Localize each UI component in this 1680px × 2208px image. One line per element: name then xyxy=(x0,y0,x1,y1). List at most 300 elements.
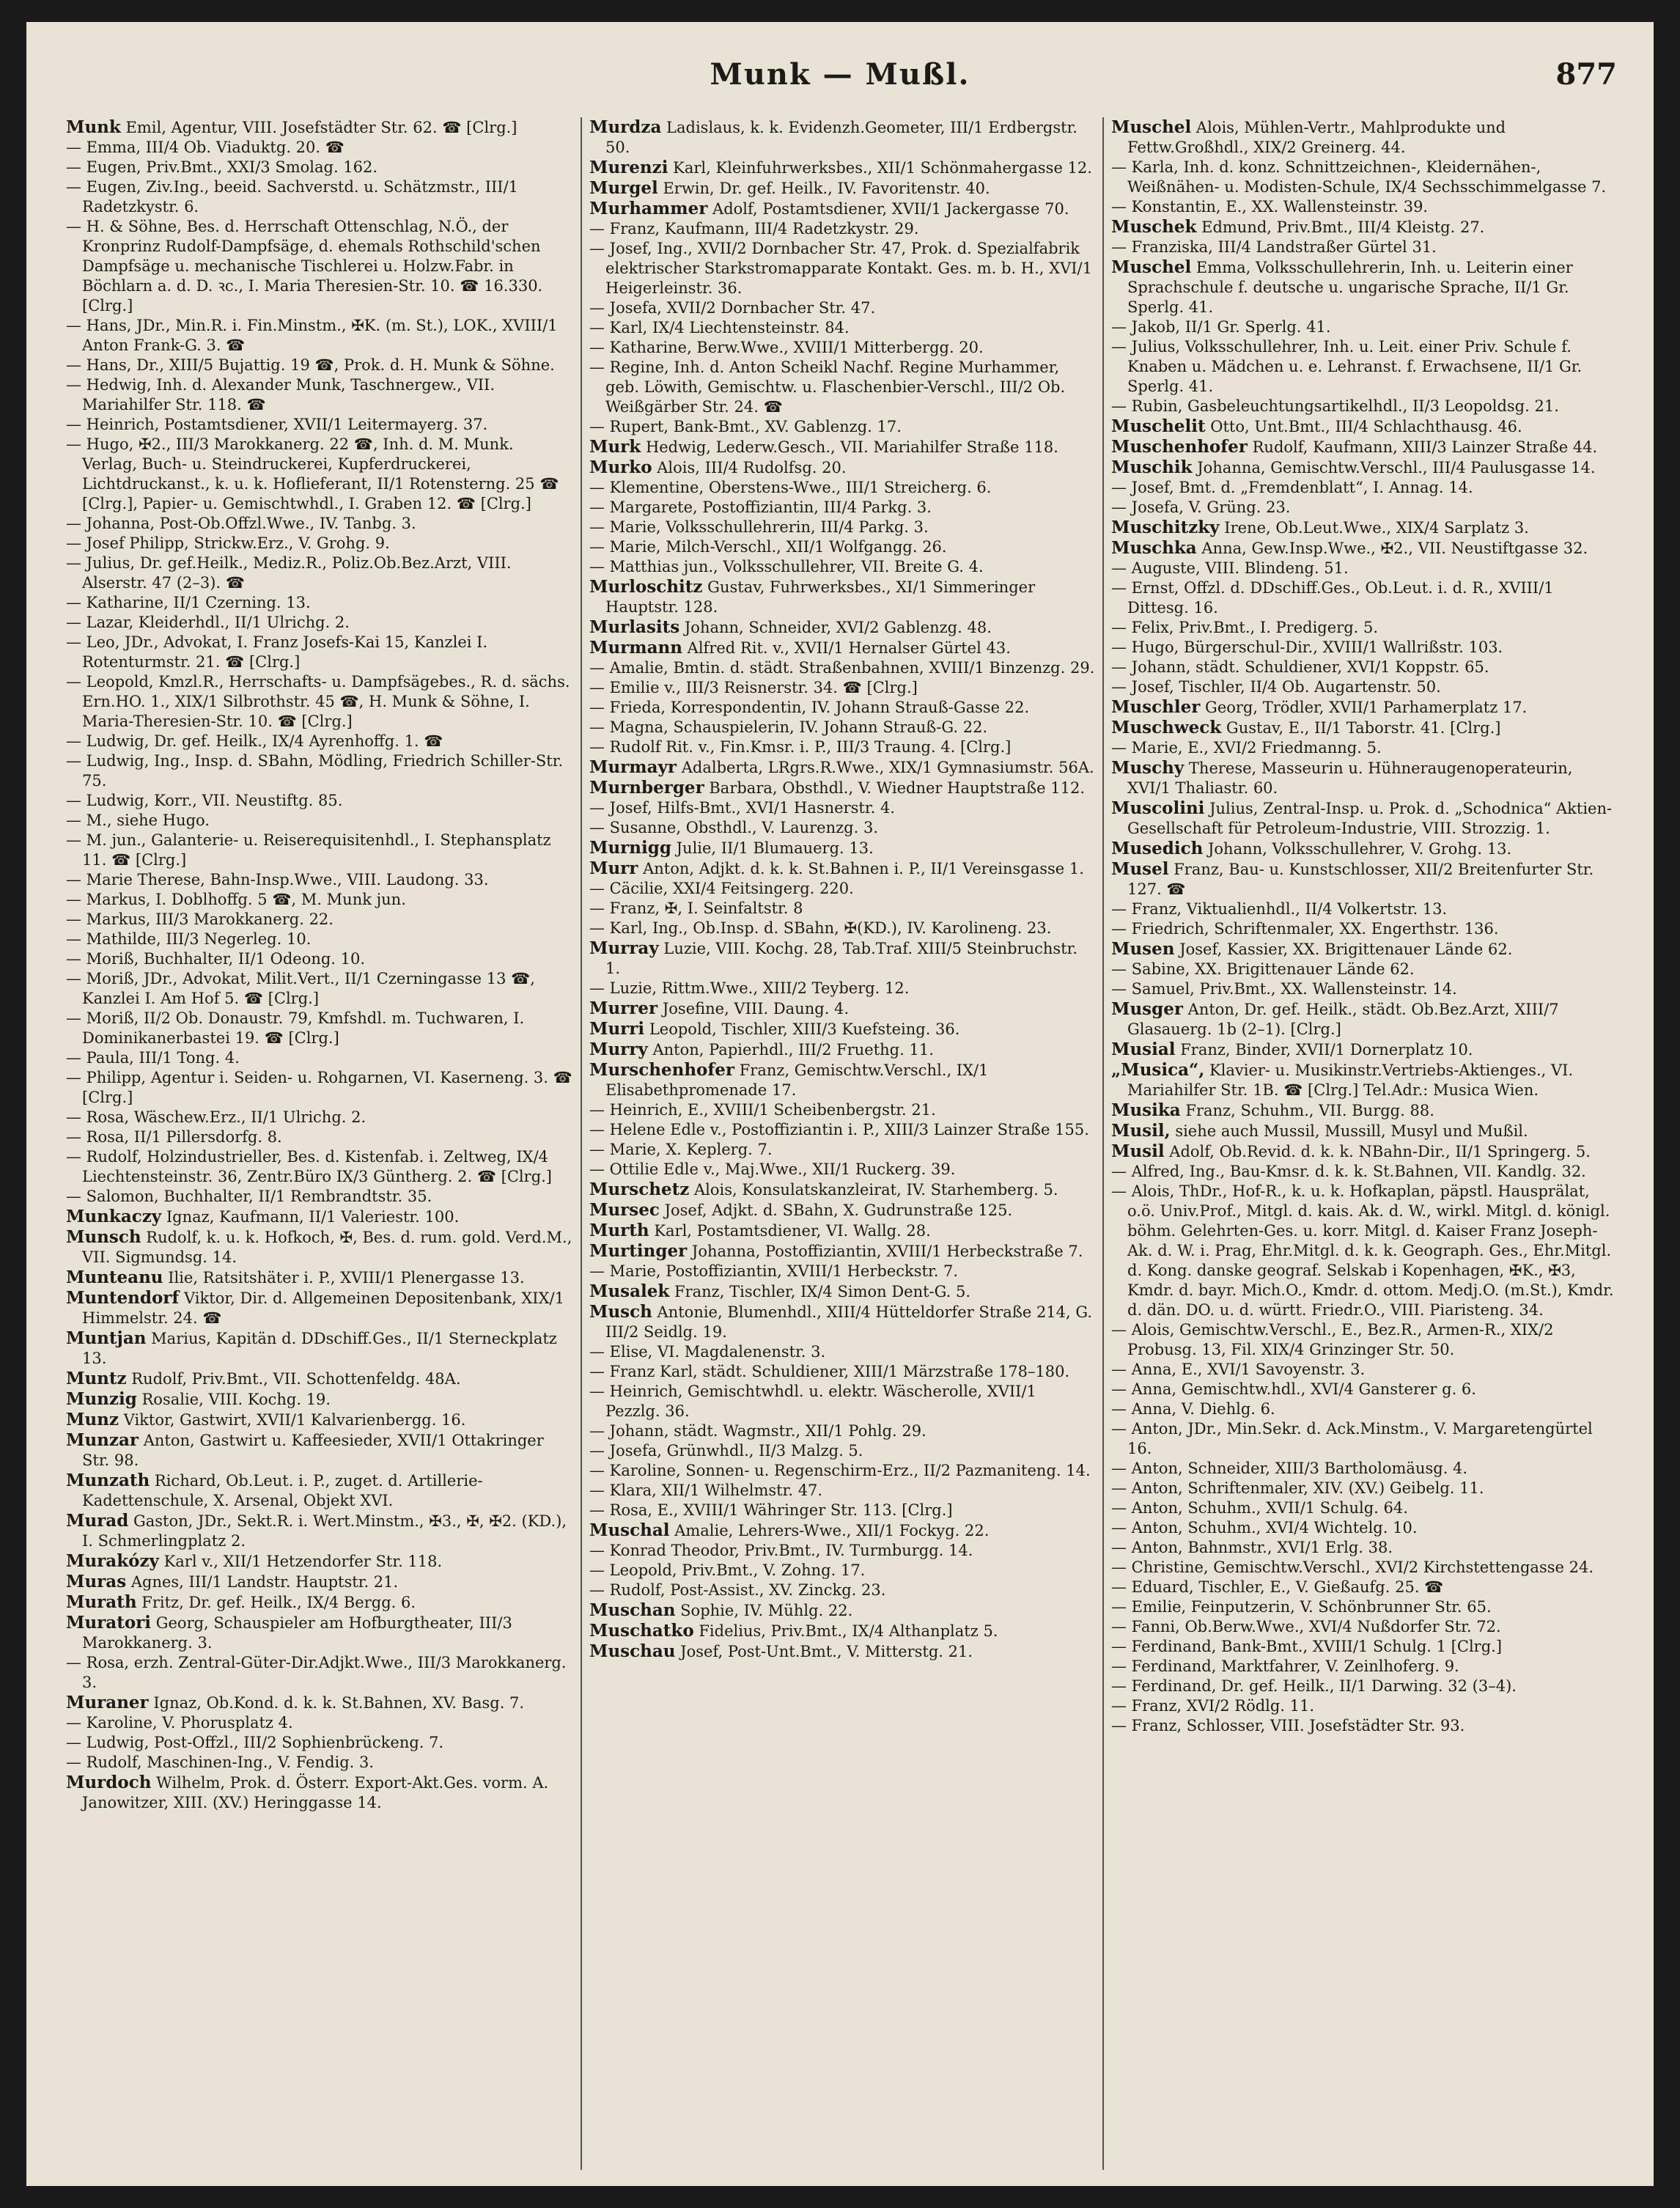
entry-surname: Murdoch xyxy=(66,1773,152,1792)
column-middle xyxy=(581,117,1102,2170)
entry-text: — Julius, Dr. gef.Heilk., Mediz.R., Poliz.Ob.Bez.Arzt, VIII. Alserstr. 47 (2–3). ☎ xyxy=(66,554,512,592)
entry-surname: Muschka xyxy=(1111,538,1197,558)
directory-entry xyxy=(589,498,1095,518)
entry-text: Adolf, Postamtsdiener, XVII/1 Jackergasse 70. xyxy=(712,200,1069,218)
directory-entry xyxy=(589,437,1095,457)
directory-entry xyxy=(66,1410,573,1430)
entry-text: Karl v., XII/1 Hetzendorfer Str. 118. xyxy=(163,1553,443,1570)
entry-surname: Muschek xyxy=(1111,217,1197,237)
entry-surname: Muschel xyxy=(1111,117,1192,137)
directory-entry xyxy=(589,1281,1095,1302)
entry-text: — Franz, Schlosser, VIII. Josefstädter Str. 93. xyxy=(1111,1717,1465,1734)
directory-entry xyxy=(66,514,573,534)
directory-entry xyxy=(1111,859,1617,899)
directory-entry xyxy=(1111,457,1617,478)
directory-entry xyxy=(1111,238,1617,257)
entry-surname: Musch xyxy=(589,1302,652,1322)
entry-surname: Munz xyxy=(66,1410,119,1429)
entry-surname: Murdza xyxy=(589,117,662,137)
entry-text: Leopold, Tischler, XIII/3 Kuefsteing. 36. xyxy=(649,1020,960,1038)
entry-text: — Paula, III/1 Tong. 4. xyxy=(66,1049,240,1067)
entry-text: — Susanne, Obsthdl., V. Laurenzg. 3. xyxy=(589,819,879,836)
entry-surname: „Musica“, xyxy=(1111,1060,1205,1080)
entry-text: Anton, Dr. gef. Heilk., städt. Ob.Bez.Arzt, XIII/7 Glasauerg. 1b (2–1). [Clrg.] xyxy=(1127,1001,1559,1038)
directory-entry xyxy=(589,358,1095,417)
entry-text: — Eugen, Ziv.Ing., beeid. Sachverstd. u. Schätzmstr., III/1 Radetzkystr. 6. xyxy=(66,178,519,216)
entry-surname: Murnigg xyxy=(589,838,671,858)
directory-entry xyxy=(1111,638,1617,658)
entry-text: siehe auch Mussil, Mussill, Musyl und Mußil. xyxy=(1175,1122,1528,1140)
entry-surname: Murakózy xyxy=(66,1551,159,1571)
entry-surname: Murth xyxy=(589,1221,649,1240)
entry-surname: Murray xyxy=(589,938,659,958)
directory-entry xyxy=(589,239,1095,298)
entry-text: — Rudolf, Post-Assist., XV. Zinckg. 23. xyxy=(589,1581,886,1599)
directory-entry xyxy=(66,751,573,791)
entry-surname: Muschitzky xyxy=(1111,518,1220,537)
entry-surname: Murschetz xyxy=(589,1180,690,1199)
directory-entry xyxy=(1111,1479,1617,1498)
entry-text: Hedwig, Lederw.Gesch., VII. Mariahilfer Straße 118. xyxy=(645,438,1058,456)
entry-surname: Musika xyxy=(1111,1100,1181,1120)
entry-text: Anton, Adjkt. d. k. k. St.Bahnen i. P., II/1 Vereinsgasse 1. xyxy=(643,860,1084,877)
directory-entry xyxy=(66,791,573,811)
directory-entry xyxy=(66,1009,573,1048)
directory-entry xyxy=(66,633,573,672)
directory-entry xyxy=(589,537,1095,557)
entry-surname: Muratori xyxy=(66,1613,152,1633)
directory-entry xyxy=(589,858,1095,879)
directory-entry xyxy=(66,593,573,613)
entry-text: Anton, Gastwirt u. Kaffeesieder, XVII/1 Ottakringer Str. 98. xyxy=(82,1432,544,1469)
entry-text: Therese, Masseurin u. Hühneraugenoperateurin, XVI/1 Thaliastr. 60. xyxy=(1127,759,1573,797)
entry-text: Josef, Kassier, XX. Brigittenauer Lände 62. xyxy=(1179,941,1513,958)
directory-entry xyxy=(1111,939,1617,960)
entry-surname: Munzig xyxy=(66,1389,137,1409)
entry-surname: Muschweck xyxy=(1111,718,1222,737)
entry-surname: Musalek xyxy=(589,1281,670,1301)
directory-entry xyxy=(589,417,1095,437)
entry-surname: Murschenhofer xyxy=(589,1060,735,1080)
entry-text: — Marie Therese, Bahn-Insp.Wwe., VIII. Laudong. 33. xyxy=(66,871,489,888)
entry-text: — Josef Philipp, Strickw.Erz., V. Grohg. 9. xyxy=(66,534,390,552)
directory-entry xyxy=(589,1580,1095,1600)
entry-text: Franz, Binder, XVII/1 Dornerplatz 10. xyxy=(1180,1041,1473,1059)
entry-text: — Marie, Milch-Verschl., XII/1 Wolfgangg. 26. xyxy=(589,538,947,556)
entry-text: — Emma, III/4 Ob. Viaduktg. 20. ☎ xyxy=(66,139,345,156)
directory-entry xyxy=(589,478,1095,498)
directory-entry xyxy=(589,1600,1095,1621)
directory-entry xyxy=(1111,1039,1617,1060)
directory-entry xyxy=(66,177,573,217)
directory-entry xyxy=(589,1342,1095,1362)
entry-surname: Murr xyxy=(589,858,638,878)
directory-entry xyxy=(66,1147,573,1187)
entry-text: Alois, III/4 Rudolfsg. 20. xyxy=(657,459,847,476)
entry-surname: Murry xyxy=(589,1039,648,1059)
entry-surname: Murenzi xyxy=(589,158,668,177)
entry-text: — Rupert, Bank-Bmt., XV. Gablenzg. 17. xyxy=(589,418,902,435)
directory-entry xyxy=(589,658,1095,678)
entry-surname: Muschau xyxy=(589,1641,676,1661)
entry-text: — Ernst, Offzl. d. DDschiff.Ges., Ob.Leut. i. d. R., XVIII/1 Dittesg. 16. xyxy=(1111,579,1554,617)
entry-text: Gaston, JDr., Sekt.R. i. Wert.Minstm., ✠3., ✠, ✠2. (KD.), I. Schmerlingplatz 2. xyxy=(82,1512,567,1550)
entry-surname: Muschler xyxy=(1111,697,1201,717)
directory-entry xyxy=(66,811,573,831)
entry-surname: Munsch xyxy=(66,1227,141,1247)
entry-text: — Rosa, erzh. Zentral-Güter-Dir.Adjkt.Wwe., III/3 Marokkanerg. 3. xyxy=(66,1654,567,1691)
entry-text: — Matthias jun., Volksschullehrer, VII. Breite G. 4. xyxy=(589,558,984,575)
directory-entry xyxy=(66,1693,573,1713)
directory-entry xyxy=(1111,257,1617,317)
entry-surname: Musil, xyxy=(1111,1121,1171,1141)
directory-entry xyxy=(589,158,1095,178)
directory-entry xyxy=(1111,1518,1617,1538)
entry-text: — Markus, I. Doblhoffg. 5 ☎, M. Munk jun. xyxy=(66,891,406,908)
directory-entry xyxy=(66,534,573,553)
entry-text: — Samuel, Priv.Bmt., XX. Wallensteinstr. 14. xyxy=(1111,980,1457,998)
entry-text: — Rosa, II/1 Pillersdorfg. 8. xyxy=(66,1128,282,1146)
entry-text: Richard, Ob.Leut. i. P., zuget. d. Artillerie-Kadettenschule, X. Arsenal, Objekt XVI. xyxy=(82,1472,483,1509)
entry-surname: Murk xyxy=(589,437,641,457)
directory-entry xyxy=(589,1382,1095,1421)
entry-text: Karl, Postamtsdiener, VI. Wallg. 28. xyxy=(654,1222,931,1240)
entry-text: Johanna, Gemischtw.Verschl., III/4 Paulusgasse 14. xyxy=(1197,459,1596,476)
entry-surname: Muschelit xyxy=(1111,416,1206,436)
directory-entry xyxy=(1111,718,1617,738)
column-left xyxy=(59,117,581,2170)
directory-entry xyxy=(66,969,573,1009)
entry-text: — Alfred, Ing., Bau-Kmsr. d. k. k. St.Bahnen, VII. Kandlg. 32. xyxy=(1111,1163,1586,1180)
directory-entry xyxy=(1111,117,1617,158)
entry-text: Sophie, IV. Mühlg. 22. xyxy=(680,1602,853,1619)
directory-entry xyxy=(66,1267,573,1288)
directory-entry xyxy=(589,678,1095,698)
directory-entry xyxy=(1111,1320,1617,1360)
entry-text: — Ludwig, Korr., VII. Neustiftg. 85. xyxy=(66,792,343,809)
directory-entry xyxy=(1111,437,1617,457)
entry-text: Franz, Tischler, IX/4 Simon Dent-G. 5. xyxy=(674,1283,971,1300)
entry-text: Julius, Zentral-Insp. u. Prok. d. „Schodnica“ Aktien-Gesellschaft für Petroleum-Industrie, VIII. Strozzig. 1. xyxy=(1127,800,1613,837)
directory-entry xyxy=(66,1389,573,1410)
directory-entry xyxy=(1111,1182,1617,1320)
entry-text: — Rudolf Rit. v., Fin.Kmsr. i. P., III/3 Traung. 4. [Clrg.] xyxy=(589,738,1012,756)
directory-entry xyxy=(66,1127,573,1147)
entry-text: Anna, Gew.Insp.Wwe., ✠2., VII. Neustiftgasse 32. xyxy=(1201,540,1588,557)
directory-entry xyxy=(1111,1637,1617,1657)
directory-entry xyxy=(1111,899,1617,919)
entry-text: — Frieda, Korrespondentin, IV. Johann Strauß-Gasse 22. xyxy=(589,699,1030,716)
entry-text: — Mathilde, III/3 Negerleg. 10. xyxy=(66,930,312,948)
entry-text: — Josefa, XVII/2 Dornbacher Str. 47. xyxy=(589,299,876,317)
entry-surname: Musger xyxy=(1111,999,1183,1019)
entry-text: Franz, Gemischtw.Verschl., IX/1 Elisabethpromenade 17. xyxy=(605,1061,989,1099)
entry-surname: Murath xyxy=(66,1592,137,1612)
entry-text: Ignaz, Ob.Kond. d. k. k. St.Bahnen, XV. Basg. 7. xyxy=(153,1694,525,1712)
entry-surname: Munzar xyxy=(66,1430,139,1450)
entry-text: Ilie, Ratsitshäter i. P., XVIII/1 Plenergasse 13. xyxy=(168,1269,525,1287)
entry-text: — Rubin, Gasbeleuchtungsartikelhdl., II/3 Leopoldsg. 21. xyxy=(1111,397,1559,415)
entry-text: — Franz, Viktualienhdl., II/4 Volkertstr. 13. xyxy=(1111,900,1448,918)
entry-text: — Katharine, Berw.Wwe., XVIII/1 Mitterbergg. 20. xyxy=(589,339,984,356)
entry-surname: Muschal xyxy=(589,1520,670,1540)
directory-entry xyxy=(589,879,1095,899)
entry-surname: Munk xyxy=(66,117,121,137)
entry-text: — Ferdinand, Marktfahrer, V. Zeinlhoferg. 9. xyxy=(1111,1657,1459,1675)
directory-entry xyxy=(66,910,573,930)
page-number: 877 xyxy=(1555,57,1617,92)
directory-entry xyxy=(589,1421,1095,1441)
entry-text: — Emilie, Feinputzerin, V. Schönbrunner Str. 65. xyxy=(1111,1598,1492,1616)
entry-text: Georg, Schauspieler am Hofburgtheater, III/3 Marokkanerg. 3. xyxy=(82,1614,512,1652)
entry-text: — Anton, JDr., Min.Sekr. d. Ack.Minstm., V. Margaretengürtel 16. xyxy=(1111,1420,1593,1457)
entry-text: — Anton, Schriftenmaler, XIV. (XV.) Geibelg. 11. xyxy=(1111,1479,1484,1497)
directory-entry xyxy=(66,1187,573,1207)
directory-entry xyxy=(1111,1419,1617,1459)
entry-text: — Karla, Inh. d. konz. Schnittzeichnen-, Kleidernähen-, Weißnähen- u. Modisten-Schule, IX/4 Sechsschimmelgasse 7. xyxy=(1111,158,1607,196)
entry-text: — Felix, Priv.Bmt., I. Predigerg. 5. xyxy=(1111,619,1379,636)
directory-entry xyxy=(66,138,573,158)
entry-text: — Regine, Inh. d. Anton Scheikl Nachf. Regine Murhammer, geb. Löwith, Gemischtw. u. Flaschenbier-Verschl., III/2 Ob. Weißgärber Str. 24. ☎ xyxy=(589,358,1066,416)
directory-entry xyxy=(1111,518,1617,538)
directory-entry xyxy=(589,1362,1095,1382)
directory-entry xyxy=(589,638,1095,658)
entry-text: Luzie, VIII. Kochg. 28, Tab.Traf. XIII/5 Steinbruchstr. 1. xyxy=(605,940,1078,977)
entry-surname: Musen xyxy=(1111,939,1175,959)
entry-text: — Franz, ✠, I. Seinfaltstr. 8 xyxy=(589,899,803,917)
directory-entry xyxy=(1111,1716,1617,1736)
directory-entry xyxy=(66,375,573,415)
entry-text: Alfred Rit. v., XVII/1 Hernalser Gürtel 43. xyxy=(687,639,1011,657)
directory-entry xyxy=(1111,960,1617,979)
directory-entry xyxy=(66,1068,573,1108)
directory-entry xyxy=(66,316,573,356)
entry-text: Alois, Mühlen-Vertr., Mahlprodukte und Fettw.Großhdl., XIX/2 Greinerg. 44. xyxy=(1127,119,1506,156)
entry-text: — Julius, Volksschullehrer, Inh. u. Leit. einer Priv. Schule f. Knaben u. Mädchen u. e. Lehranst. f. Erwachsene, II/1 Gr. Sperlg. 41. xyxy=(1111,338,1583,395)
entry-surname: Murmayr xyxy=(589,757,677,777)
entry-text: — Hugo, ✠2., III/3 Marokkanerg. 22 ☎, Inh. d. M. Munk. Verlag, Buch- u. Steindruckerei, Kupferdruckerei, Lichtdruckanst., k. u. k. Hoflieferant, II/1 Rotensterng. 25 ☎ [Clrg.], Papier- u. Gemischtwhdl., I. Graben 12. ☎ [Clrg.] xyxy=(66,435,559,512)
entry-text: Rosalie, VIII. Kochg. 19. xyxy=(141,1391,331,1408)
directory-entry xyxy=(1111,658,1617,677)
directory-entry xyxy=(589,298,1095,318)
directory-entry xyxy=(589,979,1095,998)
entry-text: — Franz Karl, städt. Schuldiener, XIII/1 Märzstraße 178–180. xyxy=(589,1363,1070,1380)
entry-text: Irene, Ob.Leut.Wwe., XIX/4 Sarplatz 3. xyxy=(1224,519,1529,537)
entry-text: — Rosa, Wäschew.Erz., II/1 Ulrichg. 2. xyxy=(66,1108,366,1126)
directory-entry xyxy=(1111,1141,1617,1162)
directory-entry xyxy=(589,557,1095,577)
directory-entry xyxy=(589,1019,1095,1039)
directory-entry xyxy=(66,1551,573,1572)
directory-entry xyxy=(1111,337,1617,397)
directory-entry xyxy=(589,1160,1095,1180)
entry-text: — Heinrich, E., XVIII/1 Scheibenbergstr. 21. xyxy=(589,1101,936,1119)
entry-surname: Murad xyxy=(66,1511,129,1531)
entry-text: Johann, Schneider, XVI/2 Gablenzg. 48. xyxy=(684,619,992,636)
directory-entry xyxy=(589,1561,1095,1580)
directory-entry xyxy=(589,1641,1095,1662)
directory-entry xyxy=(589,698,1095,718)
directory-entry xyxy=(1111,1162,1617,1182)
running-title: Munk — Mußl. xyxy=(710,57,970,92)
entry-text: Karl, Kleinfuhrwerksbes., XII/1 Schönmahergasse 12. xyxy=(673,159,1092,177)
entry-text: — Johann, städt. Wagmstr., XII/1 Pohlg. 29. xyxy=(589,1422,926,1440)
entry-text: — Josef, Tischler, II/4 Ob. Augartenstr. 50. xyxy=(1111,678,1441,696)
directory-entry xyxy=(589,818,1095,838)
directory-entry xyxy=(66,1773,573,1813)
entry-text: — Konrad Theodor, Priv.Bmt., IV. Turmburgg. 14. xyxy=(589,1542,973,1559)
directory-entry xyxy=(1111,197,1617,217)
entry-text: — Ferdinand, Dr. gef. Heilk., II/1 Darwing. 32 (3–4). xyxy=(1111,1677,1517,1695)
directory-entry xyxy=(66,1753,573,1773)
entry-text: — Franz, XVI/2 Rödlg. 11. xyxy=(1111,1697,1315,1715)
entry-text: — Josefa, Grünwhdl., II/3 Malzg. 5. xyxy=(589,1442,863,1460)
entry-text: — Ludwig, Dr. gef. Heilk., IX/4 Ayrenhoffg. 1. ☎ xyxy=(66,732,443,750)
directory-entry xyxy=(66,930,573,949)
entry-text: — Jakob, II/1 Gr. Sperlg. 41. xyxy=(1111,318,1331,336)
entry-text: Amalie, Lehrers-Wwe., XII/1 Fockyg. 22. xyxy=(674,1522,990,1539)
directory-entry xyxy=(1111,1399,1617,1419)
entry-text: — Johanna, Post-Ob.Offzl.Wwe., IV. Tanbg. 3. xyxy=(66,515,416,532)
entry-surname: Murko xyxy=(589,457,652,477)
directory-entry xyxy=(589,1100,1095,1120)
directory-entry xyxy=(589,1262,1095,1281)
entry-text: Josef, Adjkt. d. SBahn, X. Gudrunstraße 125. xyxy=(664,1201,1013,1219)
entry-text: — Ludwig, Post-Offzl., III/2 Sophienbrückeng. 7. xyxy=(66,1734,444,1751)
entry-surname: Murmann xyxy=(589,638,682,658)
directory-entry xyxy=(1111,697,1617,718)
directory-entry xyxy=(1111,1380,1617,1399)
entry-surname: Muscolini xyxy=(1111,798,1205,818)
directory-entry xyxy=(1111,1677,1617,1696)
directory-entry xyxy=(1111,559,1617,578)
entry-text: — Emilie v., III/3 Reisnerstr. 34. ☎ [Clrg.] xyxy=(589,679,918,696)
directory-entry xyxy=(589,998,1095,1019)
entry-text: Rudolf, Priv.Bmt., VII. Schottenfeldg. 48A. xyxy=(131,1370,461,1388)
entry-text: Gustav, E., II/1 Taborstr. 41. [Clrg.] xyxy=(1226,719,1501,737)
directory-entry xyxy=(66,1048,573,1068)
entry-text: — Hans, Dr., XIII/5 Bujattig. 19 ☎, Prok. d. H. Munk & Söhne. xyxy=(66,356,555,374)
entry-surname: Musedich xyxy=(1111,839,1204,858)
directory-entry xyxy=(1111,1360,1617,1380)
entry-surname: Murlasits xyxy=(589,617,680,637)
entry-text: Edmund, Priv.Bmt., III/4 Kleistg. 27. xyxy=(1201,218,1485,236)
directory-entry xyxy=(589,1461,1095,1481)
directory-entry xyxy=(589,737,1095,757)
entry-text: Adolf, Ob.Revid. d. k. k. NBahn-Dir., II/1 Springerg. 5. xyxy=(1169,1143,1591,1160)
entry-surname: Muschy xyxy=(1111,758,1185,778)
directory-entry xyxy=(66,1369,573,1389)
directory-entry xyxy=(1111,317,1617,337)
entry-text: Ladislaus, k. k. Evidenzh.Geometer, III/1 Erdbergstr. 50. xyxy=(605,119,1077,156)
directory-entry xyxy=(589,1302,1095,1342)
directory-entry xyxy=(66,672,573,732)
directory-entry xyxy=(589,1140,1095,1160)
entry-text: — Salomon, Buchhalter, II/1 Rembrandtstr. 35. xyxy=(66,1188,432,1205)
entry-text: — Ludwig, Ing., Insp. d. SBahn, Mödling, Friedrich Schiller-Str. 75. xyxy=(66,752,564,790)
directory-entry xyxy=(66,356,573,375)
entry-text: — Karl, Ing., Ob.Insp. d. SBahn, ✠(KD.), IV. Karolineng. 23. xyxy=(589,919,1052,937)
entry-text: — Josef, Hilfs-Bmt., XVI/1 Hasnerstr. 4. xyxy=(589,799,895,817)
directory-entry xyxy=(589,1541,1095,1561)
entry-text: — Klara, XII/1 Wilhelmstr. 47. xyxy=(589,1482,823,1499)
directory-entry xyxy=(1111,618,1617,638)
entry-text: — Eugen, Priv.Bmt., XXI/3 Smolag. 162. xyxy=(66,158,378,176)
entry-text: — Magna, Schauspielerin, IV. Johann Strauß-G. 22. xyxy=(589,718,988,736)
entry-text: Anton, Papierhdl., III/2 Fruethg. 11. xyxy=(652,1041,934,1059)
directory-page xyxy=(26,22,1654,2186)
entry-text: Emma, Volksschullehrerin, Inh. u. Leiterin einer Sprachschule f. deutsche u. ungarische Sprache, II/1 Gr. Sperlg. 41. xyxy=(1127,259,1573,316)
directory-entry xyxy=(589,778,1095,798)
entry-text: — Rudolf, Holzindustrieller, Bes. d. Kistenfab. i. Zeltweg, IX/4 Liechtensteinstr. 36, Zentr.Büro IX/3 Güntherg. 2. ☎ [Clrg.] xyxy=(66,1148,553,1185)
directory-entry xyxy=(1111,919,1617,939)
entry-text: — Anton, Schuhm., XVII/1 Schulg. 64. xyxy=(1111,1499,1408,1517)
directory-entry xyxy=(66,1471,573,1511)
directory-entry xyxy=(589,1180,1095,1200)
directory-entry xyxy=(1111,498,1617,518)
directory-entry xyxy=(589,938,1095,979)
directory-entry xyxy=(1111,1498,1617,1518)
entry-text: — Karoline, Sonnen- u. Regenschirm-Erz., II/2 Pazmaniteng. 14. xyxy=(589,1462,1091,1479)
entry-text: — Leopold, Kmzl.R., Herrschafts- u. Dampfsägebes., R. d. sächs. Ern.HO. 1., XIX/1 Silbrothstr. 45 ☎, H. Munk & Söhne, I. Maria-Theresien-Str. 10. ☎ [Clrg.] xyxy=(66,673,570,730)
entry-text: — Sabine, XX. Brigittenauer Lände 62. xyxy=(1111,960,1415,978)
entry-surname: Muschenhofer xyxy=(1111,437,1248,457)
entry-text: — Cäcilie, XXI/4 Feitsingerg. 220. xyxy=(589,880,854,897)
directory-entry xyxy=(589,617,1095,638)
entry-text: — Luzie, Rittm.Wwe., XIII/2 Teyberg. 12. xyxy=(589,979,910,997)
entry-text: — Eduard, Tischler, E., V. Gießaufg. 25. ☎ xyxy=(1111,1578,1444,1596)
directory-entry xyxy=(589,338,1095,358)
entry-surname: Murnberger xyxy=(589,778,704,798)
entry-surname: Murloschitz xyxy=(589,577,703,597)
directory-entry xyxy=(589,1441,1095,1461)
entry-text: — Hans, JDr., Min.R. i. Fin.Minstm., ✠K. (m. St.), LOK., XVIII/1 Anton Frank-G. 3. ☎ xyxy=(66,317,558,354)
entry-text: Agnes, III/1 Landstr. Hauptstr. 21. xyxy=(130,1573,399,1591)
column-right xyxy=(1102,117,1624,2170)
entry-surname: Musial xyxy=(1111,1039,1176,1059)
entry-text: — Heinrich, Postamtsdiener, XVII/1 Leitermayerg. 37. xyxy=(66,416,488,433)
directory-entry xyxy=(66,1108,573,1127)
entry-text: Klavier- u. Musikinstr.Vertriebs-Aktienges., VI. Mariahilfer Str. 1B. ☎ [Clrg.] Tel.Adr.: Musica Wien. xyxy=(1127,1061,1574,1099)
directory-entry xyxy=(589,757,1095,778)
directory-entry xyxy=(589,899,1095,919)
entry-text: Emil, Agentur, VIII. Josefstädter Str. 62. ☎ [Clrg.] xyxy=(125,119,517,136)
directory-entry xyxy=(1111,1597,1617,1617)
directory-entry xyxy=(66,1227,573,1267)
entry-text: — Marie, X. Keplerg. 7. xyxy=(589,1141,773,1158)
directory-entry xyxy=(66,217,573,316)
entry-text: Georg, Trödler, XVII/1 Parhamerplatz 17. xyxy=(1205,699,1528,716)
entry-text: Fritz, Dr. gef. Heilk., IX/4 Bergg. 6. xyxy=(141,1594,416,1611)
directory-entry xyxy=(66,1207,573,1227)
entry-text: — Lazar, Kleiderhdl., II/1 Ulrichg. 2. xyxy=(66,614,350,631)
directory-entry xyxy=(1111,397,1617,416)
directory-entry xyxy=(66,890,573,910)
entry-surname: Murgel xyxy=(589,178,658,198)
directory-entry xyxy=(66,1613,573,1653)
entry-text: — Fanni, Ob.Berw.Wwe., XVI/4 Nußdorfer Str. 72. xyxy=(1111,1618,1501,1635)
directory-entry xyxy=(66,1430,573,1471)
entry-text: — Anna, Gemischtw.hdl., XVI/4 Gansterer g. 6. xyxy=(1111,1380,1476,1398)
entry-text: Viktor, Dir. d. Allgemeinen Depositenbank, XIX/1 Himmelstr. 24. ☎ xyxy=(82,1289,564,1327)
directory-entry xyxy=(1111,1558,1617,1578)
entry-text: Marius, Kapitän d. DDschiff.Ges., II/1 Sterneckplatz 13. xyxy=(82,1330,557,1367)
directory-entry xyxy=(589,1039,1095,1060)
directory-entry xyxy=(1111,677,1617,697)
entry-text: — Auguste, VIII. Blindeng. 51. xyxy=(1111,559,1349,577)
entry-text: — Philipp, Agentur i. Seiden- u. Rohgarnen, VI. Kaserneng. 3. ☎ [Clrg.] xyxy=(66,1069,572,1106)
entry-surname: Murhammer xyxy=(589,199,708,218)
